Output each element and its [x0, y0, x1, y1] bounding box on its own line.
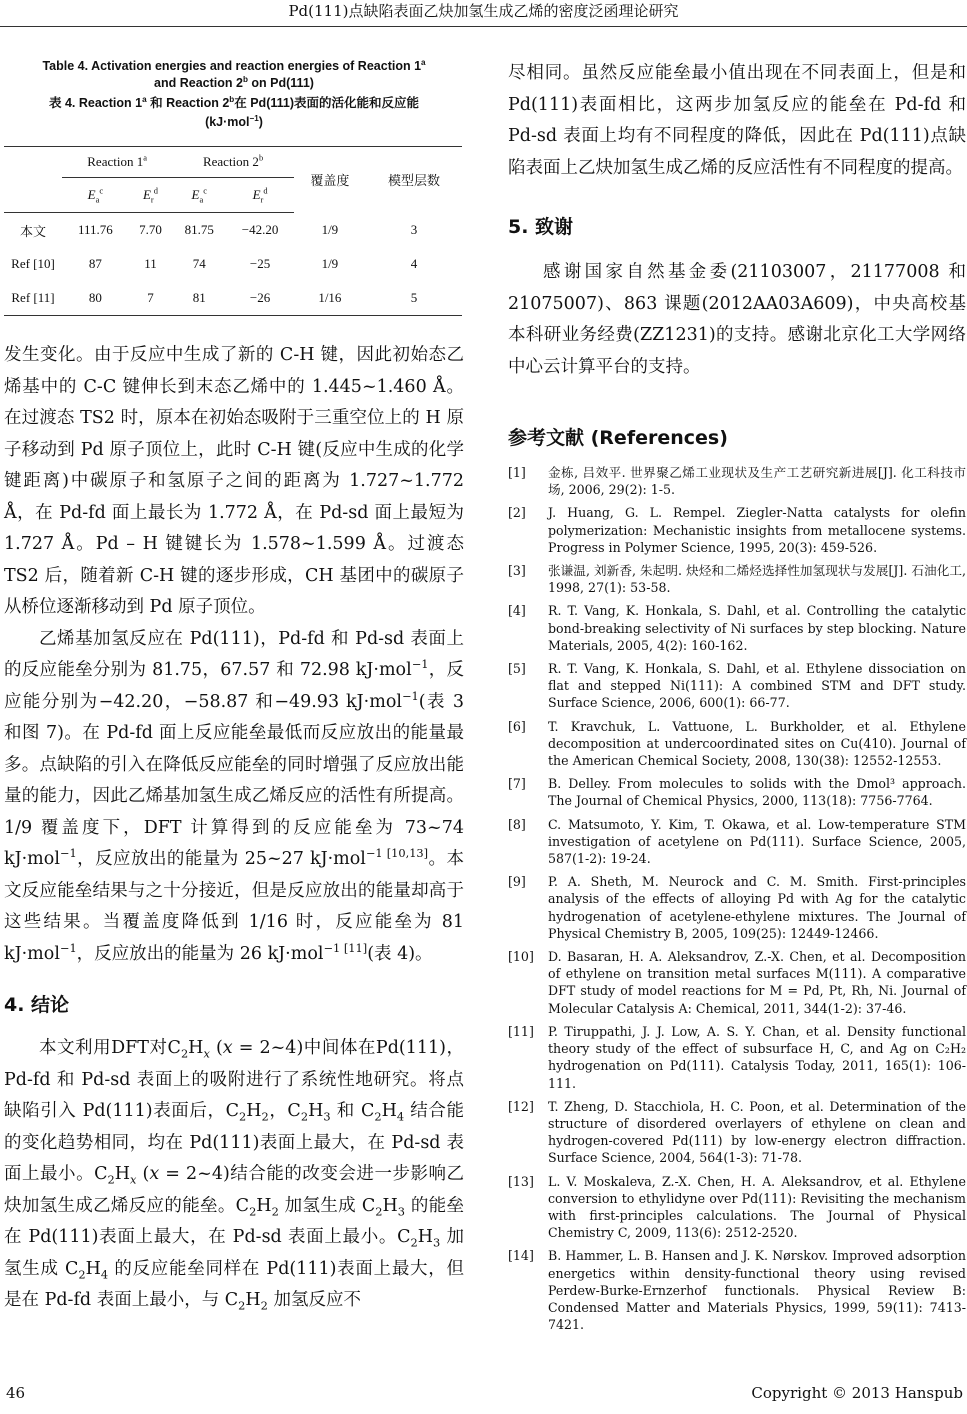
table-subheader-er2: $E_r^d$	[226, 178, 294, 213]
right-column	[508, 58, 966, 1339]
paragraph-vinyl-hydrogenation: 乙烯基加氢反应在 Pd(111)，Pd-fd 和 Pd-sd 表面上的反应能垒分别为 81.75，67.57 和 72.98 kJ·mol$^{-1}$，反应能分别为−42.20，−58.87 和−49.93 kJ·mol$^{-1}$(表 3 和图 7)。在 Pd-fd 面上反应能垒最低而反应放出的能量最多。点缺陷的引入在降低反应能垒的同时增强了反应放出能量的能力，因此乙烯基加氢生成乙烯反应的活性有所提高。1/9 覆盖度下，DFT 计算得到的反应能垒为 73~74 kJ·mol$^{-1}$，反应放出的能量为 25~27 kJ·mol$^{-1 [10,13]}$。本文反应能垒结果与之十分接近，但是反应放出的能量却高于这些结果。当覆盖度降低到 1/16 时，反应能垒为 81 kJ·mol$^{-1}$，反应放出的能量为 26 kJ·mol$^{-1 [11]}$(表 4)。	[4, 628, 465, 964]
reference-item: [4] R. T. Vang, K. Honkala, S. Dahl, et al. Controlling the catalytic bond-breaking selectivity of Ni surfaces by step blocking. Nature Materials, 2005, 4(2): 160-162.	[508, 603, 966, 653]
reference-item: [8] C. Matsumoto, Y. Kim, T. Okawa, et al. Low-temperature STM investigation of acetylene on Pd(111). Surface Science, 2005, 587(1-2): 19-24.	[508, 816, 966, 867]
page-number: 46	[6, 1384, 26, 1402]
reference-list	[508, 464, 966, 1333]
reference-item: [6] T. Kravchuk, L. Vattuone, L. Burkholder, et al. Ethylene decomposition at undercoordinated sites on Cu(410). Journal of the American Chemical Society, 2008, 130(38): 12552-12553.	[508, 718, 966, 769]
reference-item: [11] P. Tiruppathi, J. J. Low, A. S. Y. Chan, et al. Density functional theory study of the effect of subsurface H, C, and Ag on C₂H₂ hydrogenation on Pd(111). Catalysis Today, 2011, 165(1): 106-111.	[508, 1023, 966, 1091]
left-column	[4, 58, 464, 1317]
header-divider	[0, 26, 967, 27]
reference-item: [1] 金栋, 吕效平. 世界聚乙烯工业现状及生产工艺研究新进展[J]. 化工科技市场, 2006, 29(2): 1-5.	[508, 465, 966, 498]
table-row: 本文 111.76 7.70 81.75 −42.20 1/9 3	[19, 221, 418, 239]
table-caption-cn: 表 4. Reaction 1$^a$ 和 Reaction 2$^b$在 Pd(111)表面的活化能和反应能 (kJ·mol$^{-1}$)	[49, 94, 419, 129]
reference-item: [10] D. Basaran, H. A. Aleksandrov, Z.-X. Chen, et al. Decomposition of ethylene on transition metal surfaces M(111). A comparative DFT study of model reactions for M = Pd, Pt, Rh, Ni. Journal of Molecular Catalysis A: Chemical, 2011, 344(1-2): 37-46.	[508, 949, 966, 1016]
reference-item: [3] 张谦温, 刘新香, 朱起明. 炔烃和二烯烃选择性加氢现状与发展[J]. 石油化工, 1998, 27(1): 53-58.	[508, 563, 966, 596]
reference-item: [5] R. T. Vang, K. Honkala, S. Dahl, et al. Ethylene dissociation on flat and stepped Ni(111): A combined STM and DFT study. Surface Science, 2006, 600(1): 66-77.	[508, 661, 966, 711]
table-header-coverage: 覆盖度	[294, 147, 366, 213]
section-heading-conclusion: 4. 结论	[4, 994, 70, 1016]
table-subheader-er1: $E_r^d$	[129, 178, 173, 213]
paragraph-ts2: 发生变化。由于反应中生成了新的 C-H 键，因此初始态乙烯基中的 C-C 键伸长到末态乙烯中的 1.445~1.460 Å。在过渡态 TS2 时，原本在初始态吸附于三重空位上的 H 原子移动到 Pd 原子顶位上，此时 C-H 键(反应中生成的化学键距离)中碳原子和氢原子之间的距离为 1.727~1.772 Å，在 Pd-fd 面上最长为 1.772 Å，在 Pd-sd 面上最短为 1.727 Å。Pd – H 键键长为 1.578~1.599 Å。过渡态 TS2 后，随着新 C-H 键的逐步形成，CH 基团中的碳原子从桥位逐渐移动到 Pd 原子顶位。	[4, 345, 464, 617]
section-heading-references: 参考文献 (References)	[508, 427, 728, 449]
reference-item: [9] P. A. Sheth, M. Neurock and C. M. Smith. First-principles analysis of the effects of alloying Pd with Ag for the catalytic hydrogenation of acetylene-ethylene mixtures. The Journal of Physical Chemistry B, 2005, 109(25): 12449-12466.	[508, 874, 966, 941]
reference-item: [13] L. V. Moskaleva, Z.-X. Chen, H. A. Aleksandrov, et al. Ethylene conversion to ethylidyne over Pd(111): Revisiting the mechanism with first-principles calculations. The Journal of Physical Chemistry C, 2009, 113(6): 2512-2520.	[508, 1173, 966, 1241]
table-header-layers: 模型层数	[366, 147, 462, 213]
table-subheader-ea2: $E_a^c$	[172, 178, 226, 213]
results-table	[4, 146, 462, 316]
section-heading-acknowledgement: 5. 致谢	[508, 216, 574, 238]
copyright-notice: Copyright © 2013 Hanspub	[751, 1384, 963, 1402]
paragraph-conclusion-continued: 尽相同。虽然反应能垒最小值出现在不同表面上，但是和 Pd(111)表面相比，这两步加氢反应的能垒在 Pd-fd 和 Pd-sd 表面上均有不同程度的降低，因此在 Pd(111)点缺陷表面上乙炔加氢生成乙烯的反应活性有不同程度的提高。	[508, 63, 966, 178]
table-header-reaction1: Reaction 1$^a$	[62, 147, 172, 178]
reference-item: [2] J. Huang, G. L. Rempel. Ziegler-Natta catalysts for olefin polymerization: Mechanistic insights from metallocene systems. Progress in Polymer Science, 1995, 20(3): 459-526.	[508, 505, 966, 555]
reference-item: [14] B. Hammer, L. B. Hansen and J. K. Nørskov. Improved adsorption energetics within density-functional theory using revised Perdew-Burke-Ernzerhof functionals. Physical Review B: Condensed Matter and Materials Physics, 1999, 59(11): 7413-7421.	[508, 1248, 966, 1333]
reference-item: [12] T. Zheng, D. Stacchiola, H. C. Poon, et al. Determination of the structure of disordered overlayers of ethylene on clean and hydrogen-covered Pd(111) by low-energy electron diffraction. Surface Science, 2004, 564(1-3): 71-78.	[508, 1098, 966, 1166]
table-row: Ref [11] 80 7 81 −26 1/16 5	[4, 281, 462, 316]
table-row: Ref [10] 87 11 74 −25 1/9 4	[11, 256, 418, 271]
running-header-title: Pd(111)点缺陷表面乙炔加氢生成乙烯的密度泛函理论研究	[288, 2, 679, 20]
table-subheader-ea1: $E_a^c$	[62, 178, 129, 213]
paragraph-conclusion: 本文利用DFT对$C_2H_x$ (x = 2~4)中间体在Pd(111)，Pd-fd 和 Pd-sd 表面上的吸附进行了系统性地研究。将点缺陷引入 Pd(111)表面后，$C_2H_2$，$C_2H_3$ 和 $C_2H_4$ 结合能的变化趋势相同，均在 Pd(111)表面上最大，在 Pd-sd 表面上最小。$C_2H_x$ (x = 2~4)结合能的改变会进一步影响乙炔加氢生成乙烯反应的能垒。$C_2H_2$ 加氢生成 $C_2H_3$ 的能垒在 Pd(111)表面上最大，在 Pd-sd 表面上最小。$C_2H_3$ 加氢生成 $C_2H_4$ 的反应能垒同样在 Pd(111)表面上最大，但是在 Pd-fd 表面上最小，与 $C_2H_2$ 加氢反应不	[4, 1038, 465, 1313]
reference-item: [7] B. Delley. From molecules to solids with the Dmol³ approach. The Journal of Chemical Physics, 2000, 113(18): 7756-7764.	[508, 776, 966, 809]
table-header-reaction2: Reaction 2$^b$	[172, 147, 294, 178]
table-caption-en: Table 4. Activation energies and reaction energies of Reaction 1$^a$ and Reaction 2$^b$ on Pd(111)	[42, 57, 426, 90]
paragraph-acknowledgement: 感谢国家自然基金委(21103007，21177008 和 21075007)、863 课题(2012AA03A609)，中央高校基本科研业务经费(ZZ1231)的支持。感谢北京化工大学网络中心云计算平台的支持。	[508, 262, 966, 377]
